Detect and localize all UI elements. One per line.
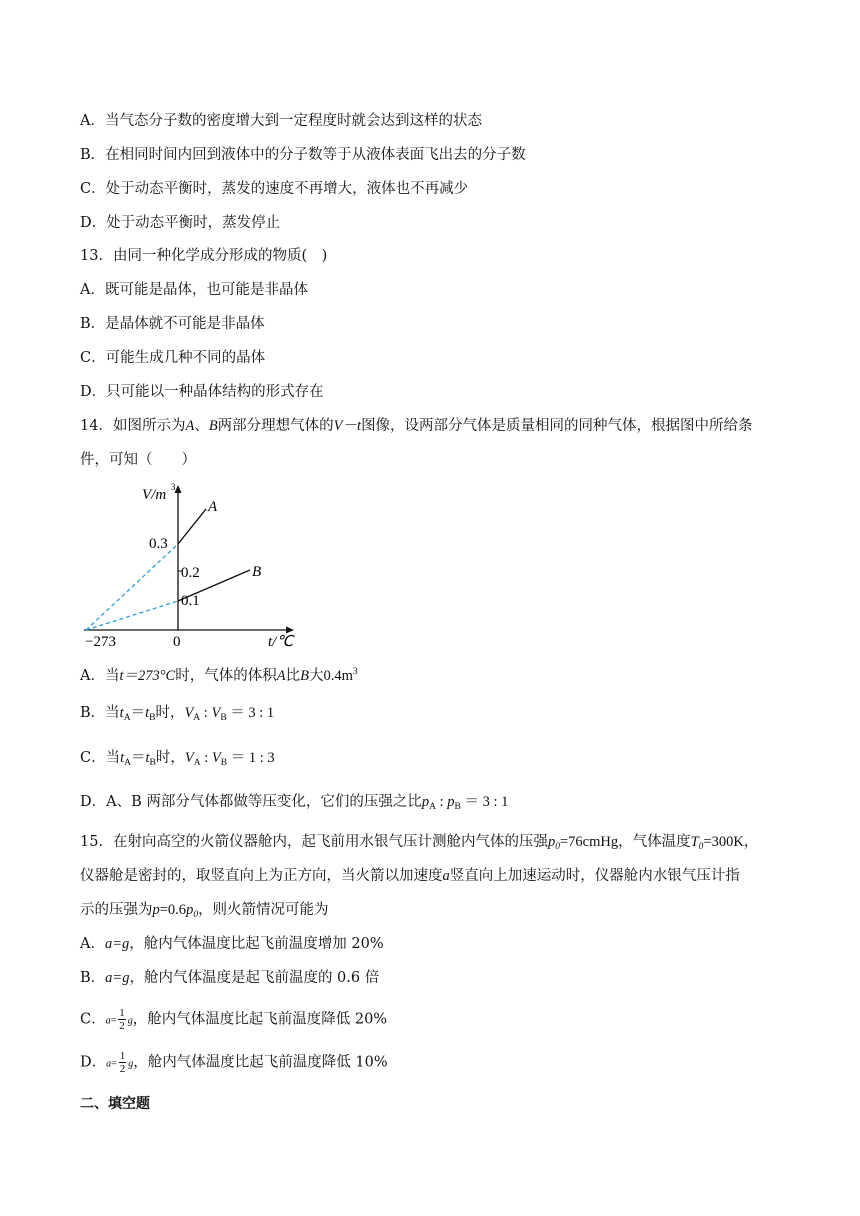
text: ，舱内气体温度比起飞前温度增加 20% <box>129 936 384 952</box>
dashed-line-a <box>86 544 178 630</box>
q15-stem-line3 <box>80 900 329 925</box>
tick-0-2: 0.2 <box>181 565 200 581</box>
var-t: T <box>690 834 699 850</box>
label-b: B <box>252 564 262 580</box>
text: ，舱内气体温度比起飞前温度降低 20% <box>132 1011 388 1028</box>
y-axis-label-sup: 3 <box>171 482 176 492</box>
var-a: a <box>106 1058 112 1070</box>
x-axis-label: t/℃ <box>268 634 294 650</box>
text: 两部分理想气体的 <box>217 418 334 434</box>
var-p: p <box>547 834 556 850</box>
var-a: a <box>105 1015 111 1027</box>
q15-option-b <box>80 968 379 988</box>
volume-value: 0.4m <box>323 668 353 684</box>
var-p: p <box>186 902 194 918</box>
q14-option-a <box>80 662 358 686</box>
x-axis-arrow <box>286 627 294 634</box>
graph-name: V－t <box>333 418 362 434</box>
var-p: p <box>152 902 160 918</box>
text: ，则火箭情况可能为 <box>198 902 329 918</box>
text: 图像，设两部分气体是质量相同的同种气体，根据图中所给条 <box>361 418 753 434</box>
text: 比 <box>285 668 301 684</box>
text: D．A、B 两部分气体都做等压变化，它们的压强之比 <box>80 794 422 810</box>
text: C． <box>80 1011 106 1028</box>
text: =300K， <box>703 834 759 850</box>
var-a: A <box>185 418 195 434</box>
text: C．当 <box>80 750 121 766</box>
text: A．当 <box>80 668 120 684</box>
text: D． <box>80 1054 107 1071</box>
text: 仪器舱是密封的，取竖直向上为正方向，当火箭以加速度 <box>80 868 443 884</box>
y-axis-label: V/m <box>142 487 167 503</box>
equals: = <box>111 1058 117 1070</box>
text: =0.6 <box>159 902 187 918</box>
q15-stem-line2 <box>80 866 740 886</box>
math: a=g <box>104 936 130 952</box>
ratio: 1 : 3 <box>248 750 275 766</box>
text: B．当 <box>80 705 120 721</box>
math: a=g <box>105 970 130 986</box>
ratio: 3 : 1 <box>482 794 509 810</box>
sup: 3 <box>352 667 358 677</box>
y-axis-arrow <box>175 485 182 493</box>
text: 时， <box>155 750 185 766</box>
text: 大 <box>308 668 324 684</box>
var-a: a <box>442 868 450 884</box>
var-b: B <box>208 418 218 434</box>
sub: 0 <box>193 910 199 920</box>
q13-option-b: B．是晶体就不可能是非晶体 <box>80 316 265 332</box>
q14-option-c: C．当$t_A=t_B$时，$V_A$ : $V_B = 1$ : 3 <box>80 750 275 768</box>
q15-option-a <box>80 934 384 954</box>
q13-option-a: A．既可能是晶体，也可能是非晶体 <box>80 282 308 298</box>
var-g: g <box>127 1015 133 1027</box>
q14-option-b: B．当$t_A=t_B$时，$V_A$ : $V_B = 3$ : 1 <box>80 705 275 723</box>
text: 14．如图所示为 <box>80 418 186 434</box>
text: =76cmHg，气体温度 <box>559 834 691 850</box>
q15-stem-line1 <box>80 832 758 857</box>
q12-option-d: D．处于动态平衡时，蒸发停止 <box>80 215 281 231</box>
label-a: A <box>208 499 218 515</box>
sub: 0 <box>555 842 560 852</box>
vt-graph <box>82 478 302 650</box>
math-t: t＝273°C <box>119 668 176 684</box>
text: ，舱内气体温度是起飞前温度的 0.6 倍 <box>129 970 380 986</box>
q14-option-d: D．A、B 两部分气体都做等压变化，它们的压强之比$p_A$ : $p_B = 3$ : 1 <box>80 794 509 812</box>
text: B． <box>80 970 106 986</box>
equals: = <box>110 1015 117 1027</box>
var-g: g <box>128 1058 134 1070</box>
text: 、 <box>194 418 209 434</box>
q12-option-a: A．当气态分子数的密度增大到一定程度时就会达到这样的状态 <box>80 113 482 129</box>
q12-option-c: C．处于动态平衡时，蒸发的速度不再增大，液体也不再减少 <box>80 181 469 197</box>
q12-option-b: B．在相同时间内回到液体中的分子数等于从液体表面飞出去的分子数 <box>80 147 526 163</box>
tick-neg-273: −273 <box>85 634 116 650</box>
q15-option-c <box>80 1007 387 1032</box>
tick-0-3: 0.3 <box>149 536 168 552</box>
text: 15．在射向高空的火箭仪器舱内，起飞前用水银气压计测舱内气体的压强 <box>80 834 548 850</box>
q13-option-c: C．可能生成几种不同的晶体 <box>80 350 266 366</box>
q13-option-d: D．只可能以一种晶体结构的形式存在 <box>80 384 324 400</box>
text: 示的压强为 <box>80 902 153 918</box>
tick-0-1: 0.1 <box>181 593 200 609</box>
q14-stem-line1 <box>80 416 753 436</box>
sub: 0 <box>698 842 704 852</box>
q15-option-d <box>80 1050 388 1075</box>
text: A． <box>80 936 105 952</box>
var-b: B <box>300 668 309 684</box>
tick-zero: 0 <box>173 634 181 650</box>
text: 时， <box>155 705 185 721</box>
q13-stem: 13．由同一种化学成分形成的物质( ) <box>80 248 328 264</box>
text: 竖直向上加速运动时，仪器舱内水银气压计指 <box>449 868 740 884</box>
fraction: $\frac{1}{2}$ <box>119 1050 126 1075</box>
var-a: A <box>276 668 286 684</box>
line-a <box>178 509 206 544</box>
text: 时，气体的体积 <box>175 668 277 684</box>
text: ，舱内气体温度比起飞前温度降低 10% <box>133 1054 388 1071</box>
section-heading: 二、填空题 <box>80 1096 150 1112</box>
fraction: $\frac{1}{2}$ <box>119 1007 125 1032</box>
dashed-line-b <box>86 601 178 630</box>
ratio: 3 : 1 <box>248 705 275 721</box>
q14-stem-line2: 件，可知（ ） <box>80 452 196 468</box>
